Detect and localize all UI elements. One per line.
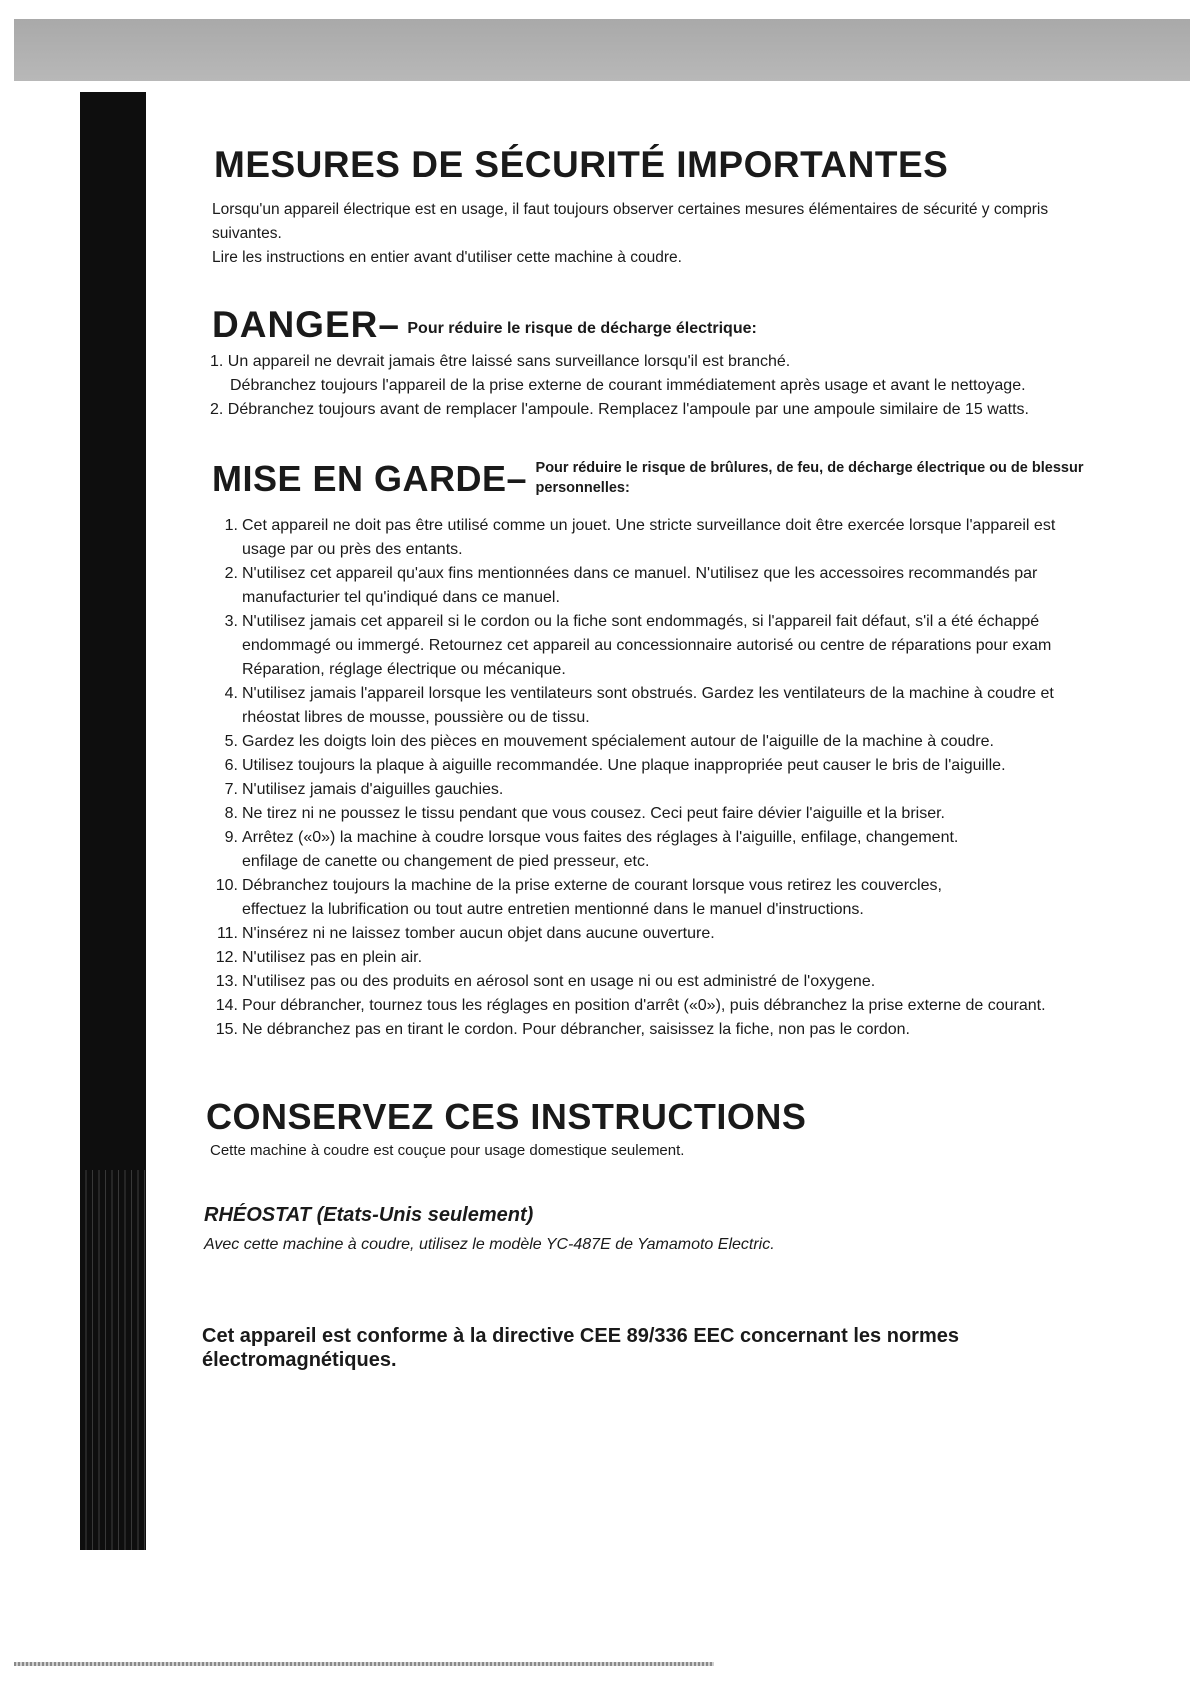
warning-list: [212, 514, 1182, 1042]
warning-item-number: 7.: [224, 781, 238, 798]
warning-item-line: effectuez la lubrification ou tout autre entretien mentionné dans le manuel d'instructions.: [242, 901, 864, 918]
rheostat-text: Avec cette machine à coudre, utilisez le modèle YC-487E de Yamamoto Electric.: [204, 1236, 775, 1253]
warning-item: [212, 994, 1182, 1018]
danger-item-text: Débranchez toujours l'appareil de la prise externe de courant immédiatement après usage et avant le nettoyage.: [230, 377, 1026, 394]
warning-item-line: enfilage de canette ou changement de pied presseur, etc.: [242, 853, 650, 870]
warning-item-text: [240, 1018, 1182, 1042]
warning-item-number: 5.: [224, 733, 238, 750]
warning-item-text: [240, 514, 1182, 562]
warning-item-line: Ne tirez ni ne poussez le tissu pendant que vous cousez. Ceci peut faire dévier l'aiguille et la briser.: [242, 805, 945, 822]
danger-subtitle: Pour réduire le risque de décharge électrique:: [407, 320, 757, 337]
warning-heading: [212, 458, 1083, 500]
warning-item-number: 1.: [224, 517, 238, 534]
warning-item-line: manufacturier tel qu'indiqué dans ce manuel.: [242, 589, 560, 606]
warning-item-number: 12.: [215, 949, 238, 966]
warning-item-text: [240, 922, 1182, 946]
warning-subtitle-line-2: personnelles:: [535, 480, 630, 496]
danger-title: DANGER: [212, 304, 379, 345]
danger-heading: [212, 304, 757, 346]
warning-item-number: 9.: [224, 829, 238, 846]
warning-item-line: N'utilisez pas ou des produits en aérosol sont en usage ni ou est administré de l'oxygene.: [242, 973, 876, 990]
intro-paragraph: [212, 198, 1172, 270]
warning-item-number: 8.: [224, 805, 238, 822]
warning-item: [212, 754, 1182, 778]
warning-item-line: Utilisez toujours la plaque à aiguille recommandée. Une plaque inappropriée peut causer le bris de l'aiguille.: [242, 757, 1006, 774]
warning-item-number: 10.: [215, 877, 238, 894]
warning-item-number: 13.: [215, 973, 238, 990]
warning-item-line: Ne débranchez pas en tirant le cordon. Pour débrancher, saisissez la fiche, non pas le cordon.: [242, 1021, 910, 1038]
danger-item-2: [210, 398, 1170, 422]
scan-left-bar-noise: [80, 1170, 146, 1550]
scan-bottom-edge: [14, 1662, 714, 1666]
cee-line-2: électromagnétiques.: [202, 1349, 397, 1371]
warning-title: [212, 458, 527, 500]
warning-item-number: 15.: [215, 1021, 238, 1038]
danger-item-number: 2.: [210, 401, 224, 418]
warning-item: [212, 970, 1182, 994]
warning-item-line: endommagé ou immergé. Retournez cet appareil au concessionnaire autorisé ou centre de réparations pour exam: [242, 637, 1052, 654]
warning-item-text: [240, 730, 1182, 754]
warning-item-line: Réparation, réglage électrique ou mécanique.: [242, 661, 566, 678]
warning-item-line: Cet appareil ne doit pas être utilisé comme un jouet. Une stricte surveillance doit être exercée lorsque l'appareil est: [242, 517, 1056, 534]
warning-item-text: [240, 778, 1182, 802]
warning-item-line: N'utilisez cet appareil qu'aux fins mentionnées dans ce manuel. N'utilisez que les accessoires recommandés par: [242, 565, 1038, 582]
warning-item: [212, 514, 1182, 562]
warning-item-text: [240, 562, 1182, 610]
warning-item-line: N'utilisez jamais d'aiguilles gauchies.: [242, 781, 504, 798]
warning-item: [212, 730, 1182, 754]
warning-item-number: 14.: [215, 997, 238, 1014]
warning-item-text: [240, 802, 1182, 826]
cee-line-1: Cet appareil est conforme à la directive CEE 89/336 EEC concernant les normes: [202, 1325, 959, 1347]
warning-item-number: 11.: [216, 925, 238, 942]
warning-title-text: MISE EN GARDE: [212, 458, 507, 499]
warning-item-number: 4.: [224, 685, 238, 702]
warning-item-line: N'utilisez pas en plein air.: [242, 949, 423, 966]
danger-item-1-continued: [210, 374, 1170, 398]
cee-compliance-note: [202, 1324, 1102, 1372]
warning-item: [212, 946, 1182, 970]
warning-item: [212, 1018, 1182, 1042]
danger-item-text: Débranchez toujours avant de remplacer l'ampoule. Remplacez l'ampoule par une ampoule similaire de 15 watts.: [227, 401, 1029, 418]
warning-item-line: N'insérez ni ne laissez tomber aucun objet dans aucune ouverture.: [242, 925, 715, 942]
warning-item-text: [240, 970, 1182, 994]
warning-item-line: usage par ou près des entants.: [242, 541, 463, 558]
warning-item-text: [240, 826, 1182, 874]
warning-subtitle-line-1: Pour réduire le risque de brûlures, de feu, de décharge électrique ou de blessur: [535, 460, 1084, 476]
intro-line-1: Lorsqu'un appareil électrique est en usage, il faut toujours observer certaines mesures élémentaires de sécurité y compris: [212, 201, 1049, 218]
warning-item-line: Gardez les doigts loin des pièces en mouvement spécialement autour de l'aiguille de la machine à coudre.: [242, 733, 994, 750]
intro-line-2: suivantes.: [212, 225, 282, 242]
rheostat-title: RHÉOSTAT (Etats-Unis seulement): [204, 1204, 534, 1226]
warning-item-text: [240, 682, 1182, 730]
warning-item-line: Arrêtez («0») la machine à coudre lorsque vous faites des réglages à l'aiguille, enfilage, changement.: [242, 829, 959, 846]
danger-item-text: Un appareil ne devrait jamais être laissé sans surveillance lorsqu'il est branché.: [227, 353, 791, 370]
scan-top-band: [14, 19, 1190, 81]
warning-item-line: Pour débrancher, tournez tous les réglages en position d'arrêt («0»), puis débranchez la prise externe de courant.: [242, 997, 1046, 1014]
warning-dash: –: [506, 458, 528, 499]
danger-item-number: 1.: [210, 353, 224, 370]
danger-list: [210, 350, 1170, 422]
warning-item-line: N'utilisez jamais cet appareil si le cordon ou la fiche sont endommagés, si l'appareil fait défaut, s'il a été échappé: [242, 613, 1040, 630]
warning-item: [212, 682, 1182, 730]
page-title: MESURES DE SÉCURITÉ IMPORTANTES: [214, 144, 949, 185]
intro-line-3: Lire les instructions en entier avant d'utiliser cette machine à coudre.: [212, 249, 682, 266]
warning-item-text: [240, 610, 1182, 682]
warning-item-number: 6.: [224, 757, 238, 774]
warning-item-line: N'utilisez jamais l'appareil lorsque les ventilateurs sont obstrués. Gardez les ventilateurs de la machine à coudre et: [242, 685, 1054, 702]
warning-item-text: [240, 994, 1182, 1018]
keep-instructions-title: CONSERVEZ CES INSTRUCTIONS: [206, 1096, 807, 1137]
warning-item-number: 3.: [224, 613, 238, 630]
warning-item-text: [240, 946, 1182, 970]
domestic-use-note: Cette machine à coudre est couçue pour usage domestique seulement.: [210, 1142, 685, 1159]
warning-item-line: Débranchez toujours la machine de la prise externe de courant lorsque vous retirez les couvercles,: [242, 877, 942, 894]
danger-dash: –: [378, 304, 399, 345]
warning-item-text: [240, 874, 1182, 922]
warning-subtitle: [536, 458, 1084, 498]
warning-item: [212, 874, 1182, 922]
warning-item-number: 2.: [224, 565, 238, 582]
warning-item: [212, 802, 1182, 826]
warning-item-text: [240, 754, 1182, 778]
warning-item: [212, 610, 1182, 682]
warning-item: [212, 922, 1182, 946]
warning-item: [212, 562, 1182, 610]
danger-item-1: [210, 350, 1170, 374]
warning-item-line: rhéostat libres de mousse, poussière ou de tissu.: [242, 709, 590, 726]
warning-item: [212, 778, 1182, 802]
warning-item: [212, 826, 1182, 874]
